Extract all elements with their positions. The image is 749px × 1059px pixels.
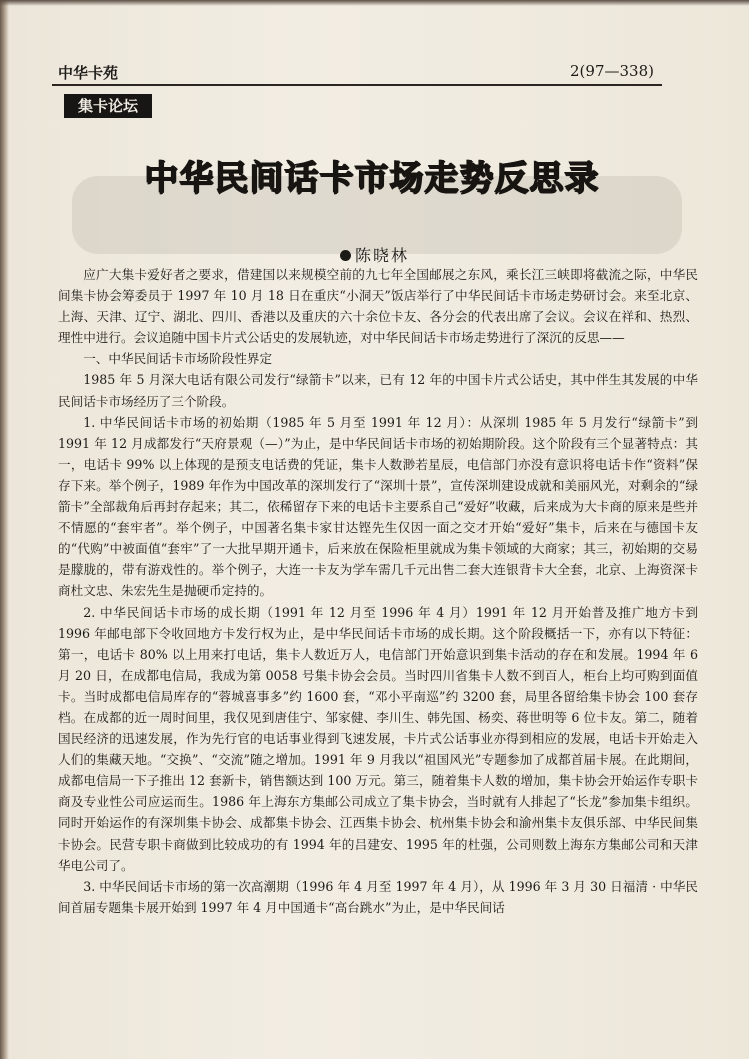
page-edge-shadow [0, 0, 9, 1059]
paragraph: 2. 中华民间话卡市场的成长期（1991 年 12 月至 1996 年 4 月）1991 年 12 月开始普及推广地方卡到 1996 年邮电部下令收回地方卡发行权为止，是中华民间话卡市场的成长期。这个阶段概括一下，亦有以下特征：第一，电话卡 80% 以上用来打电话，集卡人数近万人，电信部门开始意识到集卡活动的存在和发展。1994 年 6 月 20 日，在成都电信局，我成为第 0058 号集卡协会会员。当时四川省集卡人数不到百人，柜台上均可购到面值卡。当时成都电信局库存的“蓉城喜事多”约 1600 套，“邓小平南巡”约 3200 套，局里各留给集卡协会 100 套存档。在成都的近一周时间里，我仅见到唐佳宁、邹家健、李川生、韩先国、杨奕、蒋世明等 6 位卡友。第二，随着国民经济的迅速发展，作为先行官的电话事业得到飞速发展，卡片式公话事业亦得到相应的发展，电话卡开始走入人们的集藏天地。“交换”、“交流”随之增加。1991 年 9 月我以“祖国风光”专题参加了成都首届卡展。在此期间，成都电信局一下子推出 12 套新卡，销售额达到 100 万元。第三，随着集卡人数的增加，集卡协会开始运作专职卡商及专业性公司应运而生。1986 年上海东方集邮公司成立了集卡协会，当时就有人排起了“长龙”参加集卡组织。同时开始运作的有深圳集卡协会、成都集卡协会、江西集卡协会、杭州集卡协会和渝州集卡友俱乐部、中华民间集卡协会。民营专职卡商做到比较成功的有 1994 年的吕建安、1995 年的杜强，公司则数上海东方集邮公司和天津华电公司了。 [58, 604, 698, 873]
magazine-name: 中华卡苑 [58, 64, 119, 82]
issue-number: 2(97—338) [570, 62, 654, 80]
column-tag: 集卡论坛 [64, 94, 152, 118]
paragraph: 应广大集卡爱好者之要求，借建国以来规模空前的九七年全国邮展之东风，乘长江三峡即将截流之际，中华民间集卡协会筹委员于 1997 年 10 月 18 日在重庆“小洞天”饭店举行了中华民间话卡市场走势研讨会。来至北京、上海、天津、辽宁、湖北、四川、香港以及重庆的六十余位卡友、各分会的代表出席了会议。会议在祥和、热烈、理性中进行。会议追随中国卡片式公话史的发展轨迹，对中华民间话卡市场走势进行了深沉的反思—— [58, 267, 698, 346]
header-rule [52, 84, 662, 86]
author-name: 陈晓林 [355, 246, 410, 265]
section-heading: 一、中华民间话卡市场阶段性界定 [83, 351, 273, 367]
paragraph: 1. 中华民间话卡市场的初始期（1985 年 5 月至 1991 年 12 月）：从深圳 1985 年 5 月发行“绿箭卡”到 1991 年 12 月成都发行“天府景观（—）”为止，是中华民间话卡市场的初始期阶段。这个阶段有三个显著特点：其一，电话卡 99% 以上体现的是预支电话费的凭证，集卡人数渺若星辰，电信部门亦没有意识将电话卡作“资料”保存下来。举个例子，1989 年作为中国改革的深圳发行了“深圳十景”，宣传深圳建设成就和美丽风光，对剩余的“绿箭卡”全部裁角后再封存起来；其二，依稀留存下来的电话卡主要系自己“爱好”收藏，后来成为大卡商的原来是些并不情愿的“套牢者”。举个例子，中国著名集卡家甘达铿先生仅因一面之交才开始“爱好”集卡，后来在与德国卡友的“代购”中被面值“套牢”了一大批早期开通卡，后来放在保险柜里就成为集卡领域的大商家；其三，初始期的交易是朦胧的，带有游戏性的。举个例子，大连一卡友为学车需几千元出售二套大连银背卡大全套，北京、上海资深卡商杜文忠、朱宏先生是抛硬币定持的。 [58, 414, 698, 599]
article-body [58, 264, 698, 918]
article-title: 中华民间话卡市场走势反思录 [144, 158, 600, 198]
bullet-icon [340, 250, 351, 261]
paragraph: 1985 年 5 月深大电话有限公司发行“绿箭卡”以来，已有 12 年的中国卡片式公话史，其中伴生其发展的中华民间话卡市场经历了三个阶段。 [58, 372, 698, 409]
byline [340, 243, 409, 266]
page-edge-shadow-top [0, 0, 749, 6]
paragraph: 3. 中华民间话卡市场的第一次高潮期（1996 年 4 月至 1997 年 4 月），从 1996 年 3 月 30 日福清 · 中华民间首届专题集卡展开始到 1997 年 4 月中国通卡“高台跳水”为止，是中华民间话 [58, 878, 698, 915]
